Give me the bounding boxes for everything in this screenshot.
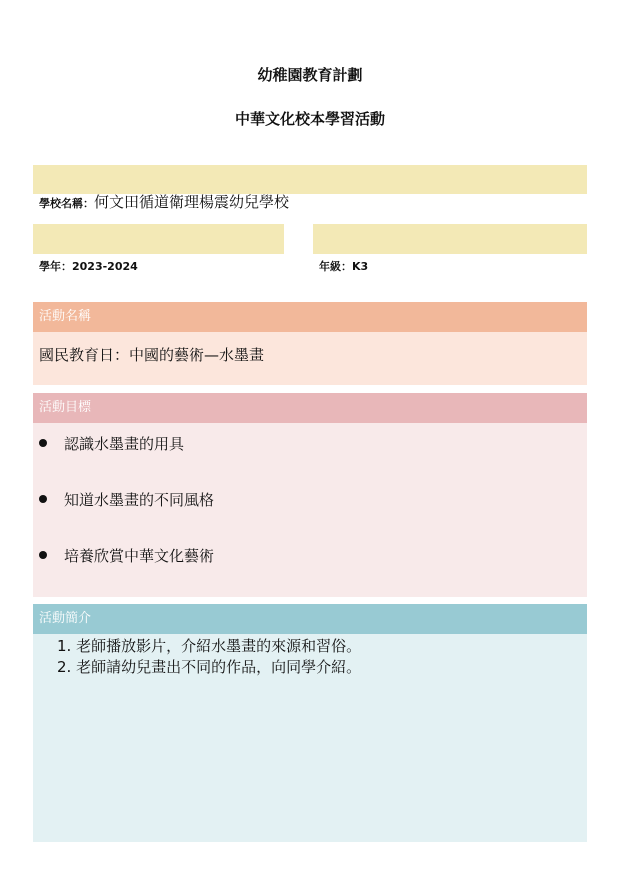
- bullet-icon: [39, 551, 47, 559]
- activity-goals-panel: [33, 423, 587, 597]
- school-name-row: [39, 191, 289, 212]
- school-year-row: [39, 258, 138, 274]
- grade-label: 年級：: [319, 260, 352, 273]
- school-name-label: 學校名稱：: [39, 197, 94, 210]
- goal-item: [39, 433, 184, 454]
- page-title: 幼稚園教育計劃: [257, 66, 363, 84]
- grade-row: [319, 258, 368, 274]
- intro-item: 1. 老師播放影片，介紹水墨畫的來源和習俗。: [57, 637, 362, 655]
- intro-list: [57, 636, 361, 678]
- activity-name-panel: [33, 332, 587, 385]
- activity-intro-panel: [33, 634, 587, 842]
- school-year-value: 2023-2024: [72, 260, 138, 273]
- goal-item: [39, 489, 214, 510]
- activity-intro-heading: 活動簡介: [33, 604, 587, 634]
- goal-text: 知道水墨畫的不同風格: [64, 491, 215, 509]
- bullet-icon: [39, 439, 47, 447]
- grade-field-bar: [313, 224, 587, 254]
- school-year-field-bar: [33, 224, 284, 254]
- school-name-field-bar: [33, 165, 587, 194]
- goal-text: 認識水墨畫的用具: [64, 435, 185, 453]
- activity-goals-heading: 活動目標: [33, 393, 587, 423]
- goal-item: [39, 545, 214, 566]
- goal-text: 培養欣賞中華文化藝術: [64, 547, 215, 565]
- school-name-value: 何文田循道衛理楊震幼兒學校: [94, 193, 290, 211]
- school-year-label: 學年：: [39, 260, 72, 273]
- intro-item: 2. 老師請幼兒畫出不同的作品，向同學介紹。: [57, 658, 362, 676]
- activity-name-value: 國民教育日：中國的藝術—水墨畫: [39, 346, 265, 364]
- grade-value: K3: [352, 260, 369, 273]
- page-subtitle: 中華文化校本學習活動: [234, 110, 385, 128]
- activity-name-heading: 活動名稱: [33, 302, 587, 332]
- bullet-icon: [39, 495, 47, 503]
